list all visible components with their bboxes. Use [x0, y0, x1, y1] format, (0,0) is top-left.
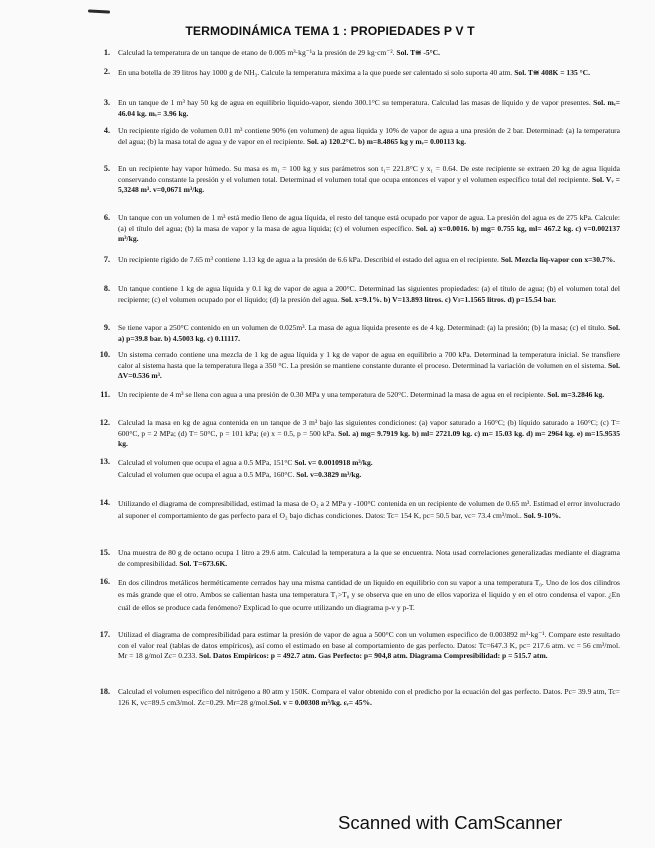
problem-number: 13. — [99, 457, 110, 466]
problem-text — [118, 548, 620, 569]
problem-text — [118, 687, 620, 708]
problem-solution: Sol. v= 0.0010918 m³/kg. — [294, 458, 373, 467]
problem-statement: Un recipiente de 4 m³ se llena con agua a una presión de 0.30 MPa y una temperatura de 520°C. Determinad la masa de agua en el recipiente. — [118, 390, 548, 399]
problem-text — [118, 48, 620, 59]
document-title: TERMODINÁMICA TEMA 1 : PROPIEDADES P V T — [185, 24, 475, 38]
problem-statement: Un recipiente rígido de 7.65 m³ contiene 1.13 kg de agua a la presión de 6.6 kPa. Describid el estado del agua en el recipiente. — [118, 255, 501, 264]
problem-number: 15. — [99, 548, 110, 557]
problem-solution: Sol. 9-10%. — [523, 511, 561, 521]
problem-statement: En una botella de 39 litros hay 1000 g de NH₃. Calcule la temperatura máxima a la que puede ser calentado si solo suporta 40 atm. — [118, 68, 515, 77]
problem-solution: Sol. v = 0.00308 m³/kg. εᵣ= 45%. — [269, 697, 372, 707]
problem-solution: Sol. Datos Empíricos: p = 492.7 atm. Gas Perfecto: p= 904,8 atm. Diagrama Compresibilidad: p = 515.7 atm. — [199, 651, 548, 661]
problem-number: 6. — [103, 213, 110, 222]
problem-solution: Sol. Mezcla liq-vapor con x=30.7%. — [500, 255, 616, 264]
problem-text — [118, 126, 620, 147]
problem-statement: En un tanque de 1 m³ hay 50 kg de agua en equilibrio liquido-vapor, siendo 300.1°C su temperatura. Calculad las masas de líquido y de vapor presentes. — [118, 98, 594, 107]
problem-text — [118, 498, 620, 523]
problem-number: 5. — [103, 164, 110, 173]
problem-text — [118, 284, 620, 305]
problem-number: 8. — [103, 284, 110, 293]
problem-solution: Sol. Vᵥ = 5,3248 m³. v=0,0671 m³/kg. — [118, 174, 620, 195]
problem-solution: Sol. x=9.1%. b) V=13.893 litros. c) Vₗ=1.1565 litros. d) p=15.54 bar. — [340, 294, 556, 304]
problem-text — [118, 630, 620, 662]
problem-solution: Sol. ΔV=0.536 m³. — [118, 360, 620, 381]
problem-text — [118, 390, 620, 401]
problem-solution: Sol. m=3.2846 kg. — [547, 390, 605, 399]
problem-number: 10. — [99, 350, 110, 359]
scanner-watermark: Scanned with CamScanner — [338, 812, 563, 833]
problem-number: 17. — [99, 630, 110, 639]
problem-statement: Una muestra de 80 g de octano ocupa 1 litro a 29.6 atm. Calculad la temperatura a la que se encuentra. Nota usad correlaciones generalizadas mediante el diagrama de compresibilidad. — [118, 548, 620, 568]
problem-number: 1. — [103, 48, 110, 57]
problem-statement: Calculad la masa en kg de agua contenida en un tanque de 3 m³ bajo las siguientes condiciones: (a) vapor saturado a 160°C; (b) líquido saturado a 160°C; (c) T= 600°C, p = 2 MPa; (d) T= 50°C, p = 101 kPa; (e) x = 0.5, p = 500 kPa. — [118, 418, 620, 438]
problem-solution: Sol. mₑ= 46.04 kg. mᵥ= 3.96 kg. — [118, 98, 620, 118]
problem-text — [118, 577, 620, 614]
problem-solution: Sol. a) p=39.8 bar. b) 4.5003 kg. c) 0.11117. — [118, 323, 620, 343]
pen-mark — [88, 9, 110, 13]
problem-number: 3. — [103, 98, 110, 107]
problem-statement: Calculad el volumen que ocupa el agua a 0.5 MPa, 151°C — [118, 458, 295, 467]
problem-text — [118, 98, 620, 119]
problem-number: 12. — [99, 418, 110, 427]
problem-number: 18. — [99, 687, 110, 696]
problem-solution: Sol. T=673.6K. — [179, 558, 228, 568]
problem-statement-2: Calculad el volumen que ocupa el agua a 0.5 MPa, 160°C. — [118, 470, 297, 480]
problem-statement: Se tiene vapor a 250°C contenido en un volumen de 0.025m³. La masa de agua líquida presente es de 4 kg. Determinad: (a) la presión; (b) la masa; (c) el título. — [118, 323, 609, 332]
problem-text — [118, 457, 620, 482]
problem-statement: Un tanque con un volumen de 1 m³ está medio lleno de agua líquida, el resto del tanque está ocupado por vapor de agua. La presión del agua es de 275 kPa. Calcule: (a) el título del agua; (b) la masa de vapor y la masa de agua líquida; (c) el volumen específico. — [118, 213, 620, 233]
problem-solution: Sol. a) 120.2°C. b) m=8.4865 kg y mᵥ= 0.00113 kg. — [306, 136, 466, 146]
problem-text — [118, 350, 620, 382]
problem-statement: En un recipiente hay vapor húmedo. Su masa es m₁ = 100 kg y sus parámetros son t₁= 221.8°C y x₁ = 0.64. De este recipiente se extraen 20 kg de agua líquida conservando constante la presión y el volumen total. Determinad el volumen total que ocupa entonces el vapor y el volumen específico total del recipiente. — [118, 164, 620, 184]
problem-number: 7. — [103, 255, 110, 264]
problem-text — [118, 67, 620, 79]
problem-text — [118, 418, 620, 450]
problem-number: 9. — [103, 323, 110, 332]
problem-solution: Sol. a) x=0.0016. b) mg= 0.755 kg, ml= 467.2 kg. c) v=0.002137 m³/kg. — [118, 223, 620, 244]
problem-statement: En dos cilindros metálicos herméticamente cerrados hay una misma cantidad de un liquido en equilibrio con su vapor a una temperatura T₀. Uno de los dos cilindros es más grande que el otro. Ambos se calientan hasta una temperatura T₁>T₀ y se observa que en uno de ellos vaporiza el liquido y en el otro condensa el vapor. ¿En cuál de ellos se produce cada fenómeno? Explicad lo que ocurre utilizando un diagrama p-v y p-T. — [118, 578, 620, 612]
problem-number: 2. — [103, 67, 110, 76]
problem-solution: Sol. T≅ -5°C. — [396, 48, 440, 57]
problem-text — [118, 213, 620, 245]
problem-statement: Un sistema cerrado contiene una mezcla de 1 kg de agua líquida y 1 kg de vapor de agua en equilibrio a 700 kPa. Determinad la temperatura inicial. Se transfiere calor al sistema hasta que la temperatura llega a 350 °C. La presión se mantiene constante durante el proceso. Determinad la variación de volumen en el sistema. — [118, 350, 620, 370]
problem-number: 14. — [99, 498, 110, 507]
problem-text — [118, 255, 620, 266]
problem-solution: Sol. T≅ 408K = 135 °C. — [514, 68, 590, 77]
problem-number: 16. — [99, 577, 110, 586]
problem-text — [118, 164, 620, 196]
problem-statement: Calculad la temperatura de un tanque de etano de 0.005 m³·kg⁻¹a la presión de 29 kg·cm⁻². — [118, 48, 397, 57]
problem-statement: Utilizad el diagrama de compresibilidad para estimar la presión de vapor de agua a 500°C con un volumen especifico de 0.003892 m³·kg⁻¹. Compare este resultado con el valor real (tablas de datos empíricos), así como el estimado en base al comportamiento de gas perfecto. Datos: Tc=647.3 K, pc= 217.6 atm. vc = 56 cm³/mol. Mr = 18 g/mol Zc= 0.233. — [118, 630, 620, 661]
problem-text — [118, 323, 620, 344]
problem-statement: Utilizando el diagrama de compresibilidad, estimad la masa de O₂ a 2 MPa y -100°C contenida en un recipiente de volumen de 0.65 m³. Estimad el error involucrado al suponer el comportamiento de gas perfecto para el O₂ bajo dichas condiciones. Datos: Tc= 154 K, pc= 50.5 bar, vc= 73.4 cm³/mol.. — [118, 499, 620, 521]
problem-solution: Sol. a) mg= 9.7919 kg. b) ml= 2721.09 kg. c) m= 15.03 kg. d) m= 2964 kg. e) m=15.9535 kg. — [118, 428, 621, 449]
problem-number: 11. — [100, 390, 110, 399]
problem-number: 4. — [103, 126, 110, 135]
problem-statement: Un recipiente rígido de volumen 0.01 m³ contiene 90% (en volumen) de agua líquida y 10% de vapor de agua a una presión de 2 bar. Determinad: (a) la temperatura del agua; (b) la masa total de agua y de vapor en el recipiente. — [118, 126, 620, 146]
problem-solution-2: Sol. v=0.3829 m³/kg. — [296, 470, 362, 480]
problem-statement: Un tanque contiene 1 kg de agua líquida y 0.1 kg de vapor de agua a 200°C. Determinad las siguientes propiedades: (a) el título de agua; (b) el volumen total del recipiente; (c) el volumen ocupado por el líquido; (d) la presión del agua. — [118, 284, 620, 304]
problem-statement: Calculad el volumen especifico del nitrógeno a 80 atm y 150K. Compara el valor obtenido con el predicho por la ecuación del gas perfecto. Datos. Pc= 39.9 atm, Tc= 126 K, vc=89.5 cm3/mol. Zc=0.29. Mr=28 g/mol. — [118, 687, 620, 707]
